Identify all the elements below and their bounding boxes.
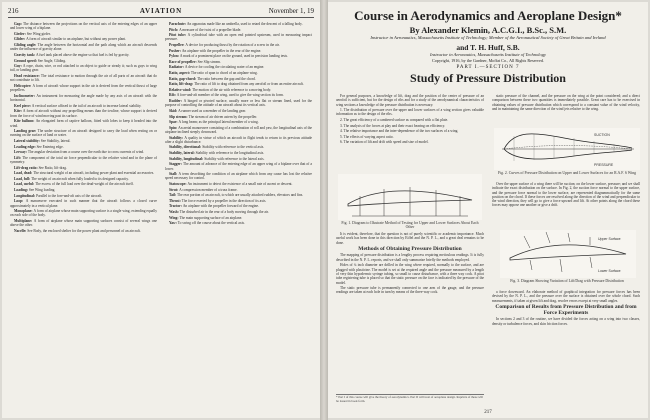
glossary-term: Rib: xyxy=(169,93,177,98)
glossary-term: Kite balloon: xyxy=(14,119,36,124)
glossary-definition: An apparatus made like an umbrella, used to retard the descent of a falling body. xyxy=(186,22,303,26)
glossary-definition: See Angle, Gliding. xyxy=(37,58,67,63)
glossary-definition: The weight of an aircraft when fully loaded to its designed capacity. xyxy=(31,176,129,181)
glossary-term: Thrust: xyxy=(169,198,182,203)
glossary-entry xyxy=(165,77,312,81)
section-title: Study of Pressure Distribution xyxy=(410,71,566,85)
glossary-entry xyxy=(165,151,312,155)
glossary-entry xyxy=(10,43,157,52)
glossary-definition: The ratio of span to chord of an airplane wing. xyxy=(190,71,258,76)
methods-paragraphs xyxy=(336,253,484,294)
paragraph: In sections 2 and 3 of the routine, we have divided the forces acting on a wing into two classes, density or turbulence forces, and skin friction forces. xyxy=(492,317,640,326)
methods-heading: Methods of Obtaining Pressure Distribution xyxy=(358,246,462,253)
glossary-term: Statoscope: xyxy=(169,182,188,187)
glossary-entry xyxy=(10,145,157,149)
glossary-definition: A rope, chain, wire, or rod attached to an object to guide or steady it; such as guys to wing tail, or landing gear. xyxy=(10,64,157,73)
glossary-definition: A fore-and-aft member of the wing, used to give the wing section its form. xyxy=(176,93,284,98)
glossary-entry xyxy=(10,64,157,73)
paragraph: It is evident, therefore, that the question is not of purely scientific or academic importance. Much useful work has been done in this direction by Eiffel and the N. P. L., and a great deal remains to be done. xyxy=(336,232,484,245)
paragraph: static pressure of the channel, and the pressure on the wing at the point considered; and a direct comparison between these two quantities is immediately possible. Great care has to be exercised in obtaining values of pressure distribution which correspond to a constant value of the wind velocity, and in maintaining the same direction of the wind jets relative to the wing. xyxy=(492,94,640,111)
glossary-entry xyxy=(165,22,312,26)
glossary-term: Spin: xyxy=(169,125,179,130)
glossary-entry xyxy=(165,43,312,47)
paragraph: 5. The effects of varying aspect ratio. xyxy=(340,134,394,139)
glossary-term: Load, full: xyxy=(14,176,32,181)
figure-1-diagram xyxy=(338,174,482,220)
glossary-definition: The angle between the horizontal and the path along which an aircraft descends under the influence of gravity alone. xyxy=(10,43,157,52)
author-secondary: and T. H. Huff, S.B. xyxy=(456,42,520,52)
glossary-term: Tractor: xyxy=(169,204,183,209)
glossary-entry xyxy=(10,94,157,103)
glossary-definition: An instrument for measuring the angle made by any axis of an aircraft with the horizontal. xyxy=(10,93,157,103)
glossary-term: Wash: xyxy=(169,210,180,214)
glossary-term: Helicopter: xyxy=(14,83,33,88)
article-column-2-end xyxy=(492,290,640,327)
glossary-definition: A compression member of a truss frame. xyxy=(179,187,238,192)
article-column-1-continued xyxy=(336,232,484,296)
article-column-1 xyxy=(336,94,484,146)
paragraph: a force downward. An elaborate method of graphical integration for pressure forces has been devised by the N. P. L., and the pressure over the surface is obtained over the whole chord. Such measurements, if taken at given lift and drag, resolve errors except at very small angles. xyxy=(492,290,640,303)
glossary-entry xyxy=(165,126,312,135)
left-header xyxy=(8,6,314,16)
glossary-definition: Stability with reference to the lateral axis. xyxy=(204,156,265,161)
article-column-2-mid xyxy=(492,182,640,209)
col2-mid-paragraphs xyxy=(492,182,640,208)
glossary-definition: A form of aircraft similar to an airplane, but without any power plant. xyxy=(26,37,127,42)
glossary-term: Leading edge: xyxy=(14,144,37,149)
copyright-line: Copyright, 1916, by the Gardner, Moffat Co., All Rights Reserved. xyxy=(432,58,544,63)
glossary-definition: See Entering edge. xyxy=(36,144,64,149)
glossary-definition: See Wing loading. xyxy=(28,188,56,193)
glossary-definition: A hinged or pivoted surface, usually more or less flat or stream lined, used for the purpose of controlling the attitude of an aircraft about its vertical axis. xyxy=(165,99,312,108)
glossary-definition: The ratio between the gap and the chord. xyxy=(197,76,256,81)
glossary-column-2 xyxy=(165,22,312,227)
glossary-entry xyxy=(165,216,312,220)
glossary-entry xyxy=(165,204,312,208)
glossary-entry xyxy=(10,32,157,36)
after-fig1-paragraphs xyxy=(336,232,484,245)
glossary-entry xyxy=(165,93,312,97)
glossary-entry xyxy=(10,177,157,181)
glossary-term: Lateral stability: xyxy=(14,138,41,143)
right-page xyxy=(328,2,648,418)
glossary-entry xyxy=(165,115,312,119)
glossary-definition: A term describing the condition of an airplane which from any cause has lost the relative speed necessary for control. xyxy=(165,172,313,181)
glossary-entry xyxy=(165,109,312,113)
glossary-term: Ratio, aspect: xyxy=(169,71,191,76)
glossary-term: Girder: xyxy=(14,31,27,36)
glossary-entry xyxy=(10,182,157,186)
glossary-entry xyxy=(10,22,157,31)
glossary-definition: The ratio of lift to drag obtained from any aerofoil or from an entire aircraft. xyxy=(194,82,304,87)
paragraph: 1. The distribution of pressure over the upper and lower surfaces of a wing section gives valuable information as to the design of the ribs. xyxy=(336,108,484,117)
glossary-definition: An instrument to detect the existence of a small rate of ascent or descent. xyxy=(187,182,293,187)
glossary-entry xyxy=(165,210,312,214)
glossary-entry xyxy=(10,59,157,63)
glossary-entry xyxy=(10,219,157,228)
glossary-entry xyxy=(10,150,157,154)
glossary-definition: Stability with reference to the vertical axis. xyxy=(202,145,265,150)
issue-date: November 1, 19 xyxy=(268,7,314,15)
glossary-term: Monoplane: xyxy=(14,209,34,214)
part-label: PART I.—SECTION 7 xyxy=(456,65,520,70)
glossary-definition: A form of aircraft whose support in the air is derived from the vertical thrust of large propellers. xyxy=(10,83,158,93)
glossary-entry xyxy=(165,221,312,225)
glossary-term: Lift: xyxy=(14,155,23,160)
glossary-entry xyxy=(10,109,157,118)
fig2-suction-label: SUCTION xyxy=(594,133,610,137)
glossary-entry xyxy=(165,182,312,186)
glossary-term: Loading: xyxy=(14,188,29,193)
glossary-definition: The distance between the projections on the vertical axis of the entering edges of an upper and lower wing of a biplane. xyxy=(10,22,157,31)
glossary-definition: A mark of a prominent place on the ground, used in precision landing tests. xyxy=(179,54,288,59)
glossary-entry xyxy=(10,129,157,138)
glossary-term: Ground speed: xyxy=(14,58,38,63)
glossary-entry xyxy=(10,156,157,165)
glossary-definition: The total resistance to motion through the air of all parts of an aircraft that do not contribute to lift. xyxy=(10,74,157,83)
journal-title: AVIATION xyxy=(139,7,183,15)
glossary-entry xyxy=(165,193,312,197)
glossary-term: Stagger: xyxy=(169,162,184,167)
glossary-term: Pitot tube: xyxy=(169,33,188,38)
glossary-term: Stability, lateral: xyxy=(169,151,196,156)
glossary-entry xyxy=(165,136,312,145)
article-header xyxy=(338,8,638,86)
glossary-term: Kite: xyxy=(14,109,23,114)
glossary-definition: The stream of air driven astern by the propeller. xyxy=(188,114,258,119)
glossary-entry xyxy=(165,49,312,53)
glossary-definition: The rear portion of an aircraft, to which are usually attached rudders, elevators and fins. xyxy=(176,193,304,198)
fig3-upper-label: Upper Surface xyxy=(598,237,621,241)
fig2-pressure-label: PRESSURE xyxy=(594,163,614,167)
glossary-term: Guy: xyxy=(14,64,23,69)
glossary-definition: The component of the total air force perpendicular to the relative wind and in the plane of symmetry. xyxy=(10,155,157,165)
glossary-definition: A cylindrical tube with an open end pointed upstream, used in measuring impact pressure. xyxy=(165,33,313,42)
comparison-paragraphs xyxy=(492,317,640,326)
author-secondary-affiliation: Instructor in Aeronautics, Massachusetts Institute of Technology xyxy=(430,51,546,57)
paragraph: 3. The analysis of the forces at play and their exact bearing on efficiency. xyxy=(340,123,446,128)
glossary-definition: See Body, the enclosed shelter for the power plant and personnel of an aircraft. xyxy=(27,228,141,233)
glossary-term: Spar: xyxy=(169,120,179,125)
col2-end-paragraphs xyxy=(492,290,640,303)
glossary-term: Wing: xyxy=(169,215,180,220)
glossary-definition: To swing off the course about the vertical axis. xyxy=(177,221,245,226)
glossary-term: Propeller: xyxy=(169,43,186,48)
glossary-entry xyxy=(165,88,312,92)
glossary-entry xyxy=(165,33,312,42)
glossary-term: Rudder: xyxy=(169,99,184,104)
glossary-definition: Parallel to the fore-and-aft axis of the aircraft. xyxy=(36,193,103,198)
glossary-term: Stall: xyxy=(169,172,179,177)
glossary-entry xyxy=(165,28,312,32)
glossary-entry xyxy=(10,229,157,233)
glossary-definition: An airplane with the propeller in the rear of the engine. xyxy=(181,48,262,53)
glossary-entry xyxy=(165,120,312,124)
glossary-entry xyxy=(165,54,312,58)
glossary-definition: Stability with reference to the longitudinal axis. xyxy=(195,151,265,156)
glossary-term: Skid: xyxy=(169,108,179,113)
paragraph: 4. The relative importance and the inter-dependence of the two surfaces of a wing. xyxy=(340,129,459,134)
glossary-entry xyxy=(10,194,157,198)
glossary-definition: A quality in virtue of which an aircraft in flight tends to return to its previous attitude after a slight disturbance. xyxy=(165,135,313,144)
glossary-entry xyxy=(10,139,157,143)
article-title: Course in Aerodynamics and Aeroplane Design* xyxy=(354,8,622,23)
fig3-lower-label: Lower Surface xyxy=(598,269,621,273)
glossary-entry xyxy=(10,166,157,170)
glossary-definition: See Wing girder. xyxy=(26,31,51,36)
glossary-definition: A runner used as a member of the landing gear. xyxy=(178,108,246,113)
col2-intro xyxy=(492,94,640,111)
glossary-entry xyxy=(165,188,312,192)
glossary-term: Gravity tank: xyxy=(14,52,36,57)
glossary-entry xyxy=(10,188,157,192)
paragraph: The mapping of pressure distribution is a lengthy process requiring meticulous readings. It is fully described in the N. P. L. reports, and we shall only summarize briefly the methods employed. xyxy=(336,253,484,262)
glossary-term: Landing gear: xyxy=(14,129,38,134)
footnote: * Part I of this course will give the theory of aerodynamics. Part II will treat of aeroplane design. Reprints of these will be issued in book form. xyxy=(336,395,484,403)
glossary-term: Loop: xyxy=(14,199,26,204)
glossary-term: Stability, directional: xyxy=(169,145,203,150)
glossary-term: Slip stream: xyxy=(169,114,189,119)
glossary-term: Stability: xyxy=(169,135,185,140)
comparison-heading: Comparison of Results from Pressure Distribution and from Force Experiments xyxy=(495,304,637,317)
glossary-entry xyxy=(165,157,312,161)
glossary-definition: The motion of the air with reference to a moving body. xyxy=(192,87,272,92)
left-page-number: 216 xyxy=(8,7,19,15)
glossary-definition: See Ratio, lift-drag. xyxy=(38,165,67,170)
glossary-entry xyxy=(10,199,157,208)
glossary-definition: A long beam; as the principal lateral member of a wing. xyxy=(178,120,259,125)
glossary-definition: The structural weight of an aircraft, including power plant and essential accessories. xyxy=(33,171,155,176)
glossary-definition: The force exerted by a propeller in the direction of its axis. xyxy=(181,198,267,203)
glossary-definition: A form of airplane whose main supporting surface is a single wing, extending equally on each side of the body. xyxy=(10,209,158,218)
glossary-entry xyxy=(165,172,312,181)
glossary-entry xyxy=(165,60,312,64)
glossary-term: Glider: xyxy=(14,37,27,42)
glossary-definition: A form of airplane whose main supporting surfaces consist of several wings one above the other. xyxy=(10,219,157,228)
author-primary: By Alexander Klemin, A.C.G.I., B.Sc., S.M. xyxy=(409,25,567,35)
glossary-definition: The under structure of an aircraft designed to carry the load when resting on or running on the surface of land or water. xyxy=(10,129,157,138)
paragraph: 2. The great efficiency of a cambered surface as compared with a flat plate. xyxy=(340,118,449,123)
intro-paragraphs xyxy=(336,94,484,145)
glossary-entry xyxy=(10,119,157,128)
figure-2-caption: Fig. 2. Curves of Pressure Distribution on Upper and Lower Surfaces for an R.A.F. 6 Wing xyxy=(497,171,637,175)
header-rule xyxy=(8,17,314,18)
paragraph: Holes of ¼ inch diameter are drilled in the wing where required, normally to the surface, and are plugged with plasticine. The model is set at the required angle and the pressure measured by a length of very thin hypodermic syringe tubing, so small to cause disturbance, with a three way cock. A pitot tube registering tube is placed so that the static pressure on the face is indicated by the pressure of the model. xyxy=(336,263,484,285)
glossary-definition: A vertical surface affixed to the tail of an aircraft to increase lateral stability. xyxy=(31,103,142,108)
glossary-definition: An elongated form of captive balloon, fitted with lobes to keep it headed into the wind. xyxy=(10,119,157,128)
glossary-term: Load, useful: xyxy=(14,182,36,187)
glossary-term: Gliding angle: xyxy=(14,43,38,48)
glossary-definition: An aerial manoeuvre consisting of a combination of roll and yaw, the longitudinal axis of the airplane inclined steeply downward. xyxy=(165,125,312,134)
glossary-entry xyxy=(165,82,312,86)
glossary-term: Longitudinal: xyxy=(14,193,37,198)
glossary-term: Stability, longitudinal: xyxy=(169,156,205,161)
glossary-term: Ratio, lift-drag: xyxy=(169,82,195,87)
glossary-column-1 xyxy=(10,22,157,234)
glossary-term: Parachute: xyxy=(169,22,187,26)
glossary-entry xyxy=(165,199,312,203)
glossary-term: Multiplane: xyxy=(14,219,34,223)
glossary-entry xyxy=(165,162,312,171)
figure-3-diagram xyxy=(500,230,636,278)
figure-1-caption: Fig. 1. Diagram to Illustrate Method of Testing for Upper and Lower Surfaces About Each Other xyxy=(341,221,479,230)
glossary-entry xyxy=(10,37,157,41)
glossary-entry xyxy=(10,74,157,83)
glossary-definition: The amount of advance of the entering edge of an upper wing of a biplane over that of a lower. xyxy=(165,162,313,171)
glossary-definition: The main supporting surface of an airplane. xyxy=(179,215,243,220)
figure-3-caption: Fig. 3. Diagram Showing Variation of Lift/Drag with Pressure Distribution xyxy=(510,279,624,283)
glossary-definition: The disturbed air in the rear of a body moving through the air. xyxy=(179,210,269,214)
glossary-entry xyxy=(10,84,157,93)
article-column-2 xyxy=(492,94,640,112)
glossary-entry xyxy=(10,171,157,175)
glossary-term: Load, dead: xyxy=(14,171,34,176)
glossary-definition: A measure of the twist of a propeller blade. xyxy=(179,27,242,32)
glossary-term: Ratio, gap-chord: xyxy=(169,76,198,81)
page-gutter xyxy=(320,0,328,420)
glossary-term: Gap: xyxy=(14,22,23,26)
glossary-definition: A manoeuvre executed in such manner that the aircraft follows a closed curve approximately in a vertical plane. xyxy=(10,199,157,208)
paragraph: Over the upper surface of a wing there will be suction; on the lower surface, pressure; and we shall indicate the exact distribution on the surface. In Fig. 2, the suction force normal to the upper surface, and the pressure force normal to the lower surface, are represented diagrammatically for the same position on the chord. If these forces are resolved along the direction of the wind and perpendicular to the wind direction, they will go to give a force upward and lift. At other points along the chord these forces may oppose one another or give a drift. xyxy=(492,182,640,208)
glossary-term: Radiator: xyxy=(169,65,185,70)
glossary-term: Pusher: xyxy=(169,48,182,53)
glossary-entry xyxy=(165,99,312,108)
glossary-definition: The excess of the full load over the dead-weight of the aircraft itself. xyxy=(35,182,134,187)
glossary-term: Lift-drag ratio: xyxy=(14,165,39,170)
glossary-definition: A form of aircraft without any propelling means than the towline, whose support is derived from the force of wind moving past its surface. xyxy=(10,109,158,118)
glossary-term: Pitch: xyxy=(169,27,180,32)
figure-2-pressure-curves xyxy=(494,128,640,170)
glossary-term: Strut: xyxy=(169,187,180,192)
glossary-term: Yaw: xyxy=(169,221,178,226)
glossary-entry xyxy=(165,71,312,75)
glossary-definition: A device for producing thrust by the rotation of a screw in the air. xyxy=(185,43,280,48)
glossary-entry xyxy=(165,65,312,69)
glossary-entry xyxy=(10,53,157,57)
paragraph: 6. The variation of lift and drift with speed and size of model. xyxy=(340,140,429,145)
glossary-term: Pylon: xyxy=(169,54,180,59)
glossary-term: Inclinometer: xyxy=(14,93,37,98)
glossary-entry xyxy=(10,104,157,108)
glossary-definition: See Stability, lateral. xyxy=(40,138,71,143)
glossary-definition: A fuel tank placed above the engine so that fuel is fed by gravity. xyxy=(35,52,130,57)
paragraph: The static pressure tube is permanently connected to one arm of the gauge, and the pressure readings are taken at each hole in turn by means of the three-way cock. xyxy=(336,286,484,295)
glossary-term: Head resistance: xyxy=(14,74,41,79)
paragraph: For general purposes, a knowledge of lift, drag and the position of the center of pressure of an aerofoil is sufficient, but for the design of ribs and for a study of the aerodynamical characteristics of wing sections a knowledge of the pressure distribution is necessary. xyxy=(336,94,484,107)
glossary-term: Tail: xyxy=(169,193,177,198)
glossary-term: Nacelle: xyxy=(14,228,28,233)
glossary-definition: An airplane with the propeller forward of the engine. xyxy=(182,204,259,209)
glossary-term: Relative wind: xyxy=(169,87,193,92)
glossary-entry xyxy=(165,145,312,149)
glossary-definition: The angular deviation from a course over the earth due to cross currents of wind. xyxy=(27,150,145,155)
author-primary-affiliation: Instructor in Aeronautics, Massachusetts Institute of Technology; Member of the Aeronautical Society of Great Britain and Ireland xyxy=(370,35,606,40)
right-page-number: 217 xyxy=(484,410,492,415)
glossary-term: Keel piece: xyxy=(14,103,32,108)
glossary-entry xyxy=(10,209,157,218)
left-page xyxy=(2,2,320,418)
glossary-definition: See Slip stream. xyxy=(197,59,221,64)
glossary-term: Race of propeller: xyxy=(169,59,198,64)
glossary-definition: A device for cooling the circulating water of an engine. xyxy=(184,65,265,70)
glossary-term: Leeway: xyxy=(14,150,28,155)
